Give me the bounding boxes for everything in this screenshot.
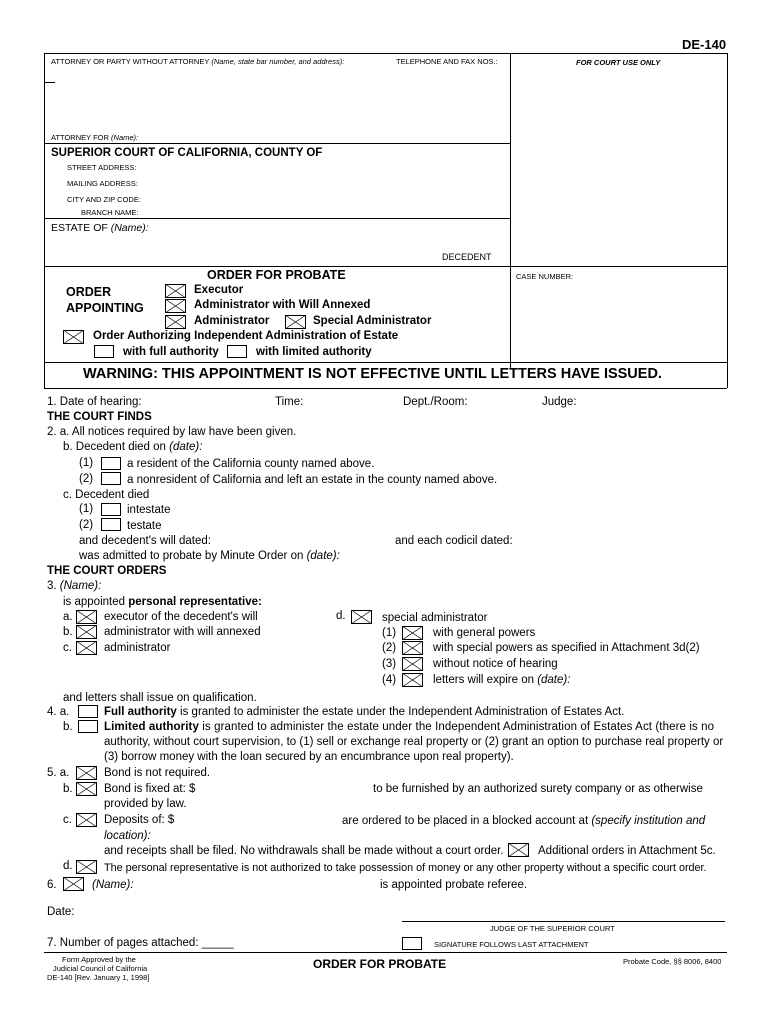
order-5c-text: Deposits of: $ bbox=[104, 814, 175, 826]
order-3d1-num: (1) bbox=[382, 627, 397, 639]
judge-label: JUDGE OF THE SUPERIOR COURT bbox=[490, 924, 615, 933]
letters-expire-checkbox[interactable] bbox=[402, 673, 423, 687]
attorney-name-field[interactable] bbox=[45, 82, 55, 83]
attorney-box-divider bbox=[44, 143, 510, 144]
court-finds-heading: THE COURT FINDS bbox=[47, 411, 152, 423]
order-5a-text: Bond is not required. bbox=[104, 767, 211, 779]
warning-box-bottom bbox=[44, 388, 727, 389]
order-5b-law: provided by law. bbox=[104, 798, 187, 810]
finding-2c: c. Decedent died bbox=[63, 489, 150, 501]
resident-checkbox[interactable] bbox=[101, 457, 121, 470]
will-dated-label: and decedent's will dated: bbox=[79, 535, 211, 547]
finding-2b2: a nonresident of California and left an estate in the county named above. bbox=[127, 474, 498, 486]
order-5d-text: The personal representative is not authorized to take possession of money or any other property without a specific court order. bbox=[104, 862, 707, 874]
mailing-address-label: MAILING ADDRESS: bbox=[67, 179, 138, 188]
phone-label: TELEPHONE AND FAX NOS.: bbox=[396, 57, 498, 66]
bond-fixed-checkbox[interactable] bbox=[76, 782, 97, 796]
estate-label: ESTATE OF (Name): bbox=[51, 222, 149, 234]
order-3b-text: administrator with will annexed bbox=[104, 626, 261, 638]
city-zip-label: CITY AND ZIP CODE: bbox=[67, 195, 141, 204]
probate-code: Probate Code, §§ 8006, 8400 bbox=[623, 957, 722, 966]
form-number: DE-140 bbox=[682, 37, 727, 52]
nonresident-checkbox[interactable] bbox=[101, 472, 121, 485]
administrator-label: Administrator bbox=[194, 315, 270, 327]
order-3c-text: administrator bbox=[104, 642, 171, 654]
limited-authority-label: with limited authority bbox=[256, 346, 372, 358]
approved-line2: Judicial Council of California bbox=[53, 964, 148, 973]
order-admin-will-checkbox[interactable] bbox=[76, 625, 97, 639]
attorney-label: ATTORNEY OR PARTY WITHOUT ATTORNEY (Name, state bar number, and address): bbox=[51, 57, 345, 66]
order-3b-letter: b. bbox=[63, 626, 73, 638]
hearing-time-label: Time: bbox=[275, 396, 304, 408]
special-powers-checkbox[interactable] bbox=[402, 641, 423, 655]
order-5b-num: b. bbox=[63, 783, 73, 795]
estate-box-divider bbox=[44, 266, 727, 267]
special-admin-checkbox[interactable] bbox=[285, 315, 306, 329]
full-authority-order-checkbox[interactable] bbox=[78, 705, 98, 718]
full-authority-checkbox[interactable] bbox=[94, 345, 114, 358]
form-top-border bbox=[44, 53, 727, 54]
admitted-probate-label: was admitted to probate by Minute Order on (date): bbox=[79, 550, 340, 562]
finding-2c1-num: (1) bbox=[79, 503, 94, 515]
executor-checkbox[interactable] bbox=[165, 284, 186, 298]
court-title: SUPERIOR COURT OF CALIFORNIA, COUNTY OF bbox=[51, 147, 323, 159]
signature-follows-checkbox[interactable] bbox=[402, 937, 422, 950]
order-3d3-num: (3) bbox=[382, 658, 397, 670]
order-executor-checkbox[interactable] bbox=[76, 610, 97, 624]
deposits-checkbox[interactable] bbox=[76, 813, 97, 827]
signature-follows-label: SIGNATURE FOLLOWS LAST ATTACHMENT bbox=[434, 940, 589, 949]
testate-checkbox[interactable] bbox=[101, 518, 121, 531]
order-3a-text: executor of the decedent's will bbox=[104, 611, 258, 623]
probate-referee-checkbox[interactable] bbox=[63, 877, 84, 891]
warning-banner: WARNING: THIS APPOINTMENT IS NOT EFFECTIVE UNTIL LETTERS HAVE ISSUED. bbox=[83, 366, 662, 382]
order-5a-num: 5. a. bbox=[47, 767, 70, 779]
special-admin-label: Special Administrator bbox=[313, 315, 432, 327]
order-3d4-num: (4) bbox=[382, 674, 397, 686]
independent-admin-checkbox[interactable] bbox=[63, 330, 84, 344]
codicil-dated-label: and each codicil dated: bbox=[395, 535, 513, 547]
court-use-divider bbox=[510, 53, 511, 369]
finding-2b: b. Decedent died on (date): bbox=[63, 441, 203, 453]
title-box-divider bbox=[44, 362, 727, 363]
case-number-label: CASE NUMBER: bbox=[516, 272, 574, 281]
date-label: Date: bbox=[47, 906, 75, 918]
street-address-label: STREET ADDRESS: bbox=[67, 163, 137, 172]
additional-orders-checkbox[interactable] bbox=[508, 843, 529, 857]
order-3d-text: special administrator bbox=[382, 612, 488, 624]
form-right-border bbox=[727, 53, 728, 388]
finding-2b1: a resident of the California county named above. bbox=[127, 458, 375, 470]
title-order-for-probate: ORDER FOR PROBATE bbox=[207, 268, 346, 282]
additional-orders-label: Additional orders in Attachment 5c. bbox=[538, 845, 716, 857]
order-3-name: 3. (Name): bbox=[47, 580, 102, 592]
order-5b-text: Bond is fixed at: $ bbox=[104, 783, 196, 795]
order-5c-blocked: are ordered to be placed in a blocked account at (specify institution and bbox=[342, 815, 706, 827]
admin-will-checkbox[interactable] bbox=[165, 299, 186, 313]
finding-2c2-num: (2) bbox=[79, 519, 94, 531]
title-order: ORDER bbox=[66, 285, 112, 299]
administrator-checkbox[interactable] bbox=[165, 315, 186, 329]
form-revision: DE-140 [Rev. January 1, 1998] bbox=[47, 973, 150, 982]
court-orders-heading: THE COURT ORDERS bbox=[47, 565, 167, 577]
limited-authority-order-checkbox[interactable] bbox=[78, 720, 98, 733]
order-3d2: with special powers as specified in Attachment 3d(2) bbox=[433, 642, 700, 654]
footer-divider bbox=[44, 952, 727, 953]
order-5d-num: d. bbox=[63, 860, 73, 872]
finding-2a: 2. a. All notices required by law have been given. bbox=[47, 426, 297, 438]
finding-2c2: testate bbox=[127, 520, 162, 532]
general-powers-checkbox[interactable] bbox=[402, 626, 423, 640]
order-3a-letter: a. bbox=[63, 611, 73, 623]
admin-will-label: Administrator with Will Annexed bbox=[194, 299, 371, 311]
title-appointing: APPOINTING bbox=[66, 301, 144, 315]
finding-2b1-num: (1) bbox=[79, 457, 94, 469]
order-4a-num: 4. a. bbox=[47, 706, 70, 718]
limited-authority-checkbox[interactable] bbox=[227, 345, 247, 358]
court-use-label: FOR COURT USE ONLY bbox=[576, 58, 661, 67]
full-authority-label: with full authority bbox=[123, 346, 219, 358]
finding-2b2-num: (2) bbox=[79, 473, 94, 485]
order-4a-text: Full authority is granted to administer the estate under the Independent Administration of Estates Act. bbox=[104, 706, 625, 718]
order-6-num: 6. bbox=[47, 879, 57, 891]
hearing-judge-label: Judge: bbox=[542, 396, 577, 408]
order-administrator-checkbox[interactable] bbox=[76, 641, 97, 655]
order-4b-num: b. bbox=[63, 721, 73, 733]
order-3d2-num: (2) bbox=[382, 642, 397, 654]
court-box-divider bbox=[44, 218, 510, 219]
approved-line1: Form Approved by the bbox=[62, 955, 136, 964]
order-5c-num: c. bbox=[63, 814, 72, 826]
form-left-border bbox=[44, 53, 45, 388]
finding-2c1: intestate bbox=[127, 504, 171, 516]
order-5c-location: location): bbox=[104, 830, 151, 842]
order-3d3: without notice of hearing bbox=[433, 658, 558, 670]
footer-title: ORDER FOR PROBATE bbox=[313, 957, 447, 971]
order-3d4: letters will expire on (date): bbox=[433, 674, 571, 686]
intestate-checkbox[interactable] bbox=[101, 503, 121, 516]
order-3c-letter: c. bbox=[63, 642, 72, 654]
order-4b-line2: authority, without court supervision, to (1) sell or exchange real property or (2) grant an option to purchase real property or bbox=[104, 736, 724, 748]
executor-label: Executor bbox=[194, 284, 244, 296]
no-possession-checkbox[interactable] bbox=[76, 860, 97, 874]
order-5b-surety: to be furnished by an authorized surety company or as otherwise bbox=[373, 783, 703, 795]
appointed-label: is appointed personal representative: bbox=[63, 596, 262, 608]
order-3d1: with general powers bbox=[433, 627, 536, 639]
letters-issue-label: and letters shall issue on qualification. bbox=[63, 692, 257, 704]
without-notice-checkbox[interactable] bbox=[402, 657, 423, 671]
judge-signature-line[interactable] bbox=[402, 921, 725, 922]
hearing-dept-label: Dept./Room: bbox=[403, 396, 468, 408]
decedent-label: DECEDENT bbox=[442, 252, 492, 262]
attorney-for-label: ATTORNEY FOR (Name): bbox=[51, 133, 139, 142]
pages-attached-label: 7. Number of pages attached: _____ bbox=[47, 937, 234, 949]
order-special-admin-checkbox[interactable] bbox=[351, 610, 372, 624]
independent-admin-label: Order Authorizing Independent Administration of Estate bbox=[93, 330, 399, 342]
branch-name-label: BRANCH NAME: bbox=[81, 208, 139, 217]
hearing-date-label: 1. Date of hearing: bbox=[47, 396, 142, 408]
order-4b-text: Limited authority is granted to administer the estate under the Independent Administration of Estates Act (there is no bbox=[104, 721, 715, 733]
order-6-name: (Name): bbox=[92, 879, 134, 891]
bond-not-required-checkbox[interactable] bbox=[76, 766, 97, 780]
order-5c-receipts: and receipts shall be filed. No withdrawals shall be made without a court order. bbox=[104, 845, 504, 857]
order-4b-line3: (3) borrow money with the loan secured by an encumbrance upon real property). bbox=[104, 751, 514, 763]
order-3d-letter: d. bbox=[336, 610, 346, 622]
order-6-referee: is appointed probate referee. bbox=[380, 879, 528, 891]
